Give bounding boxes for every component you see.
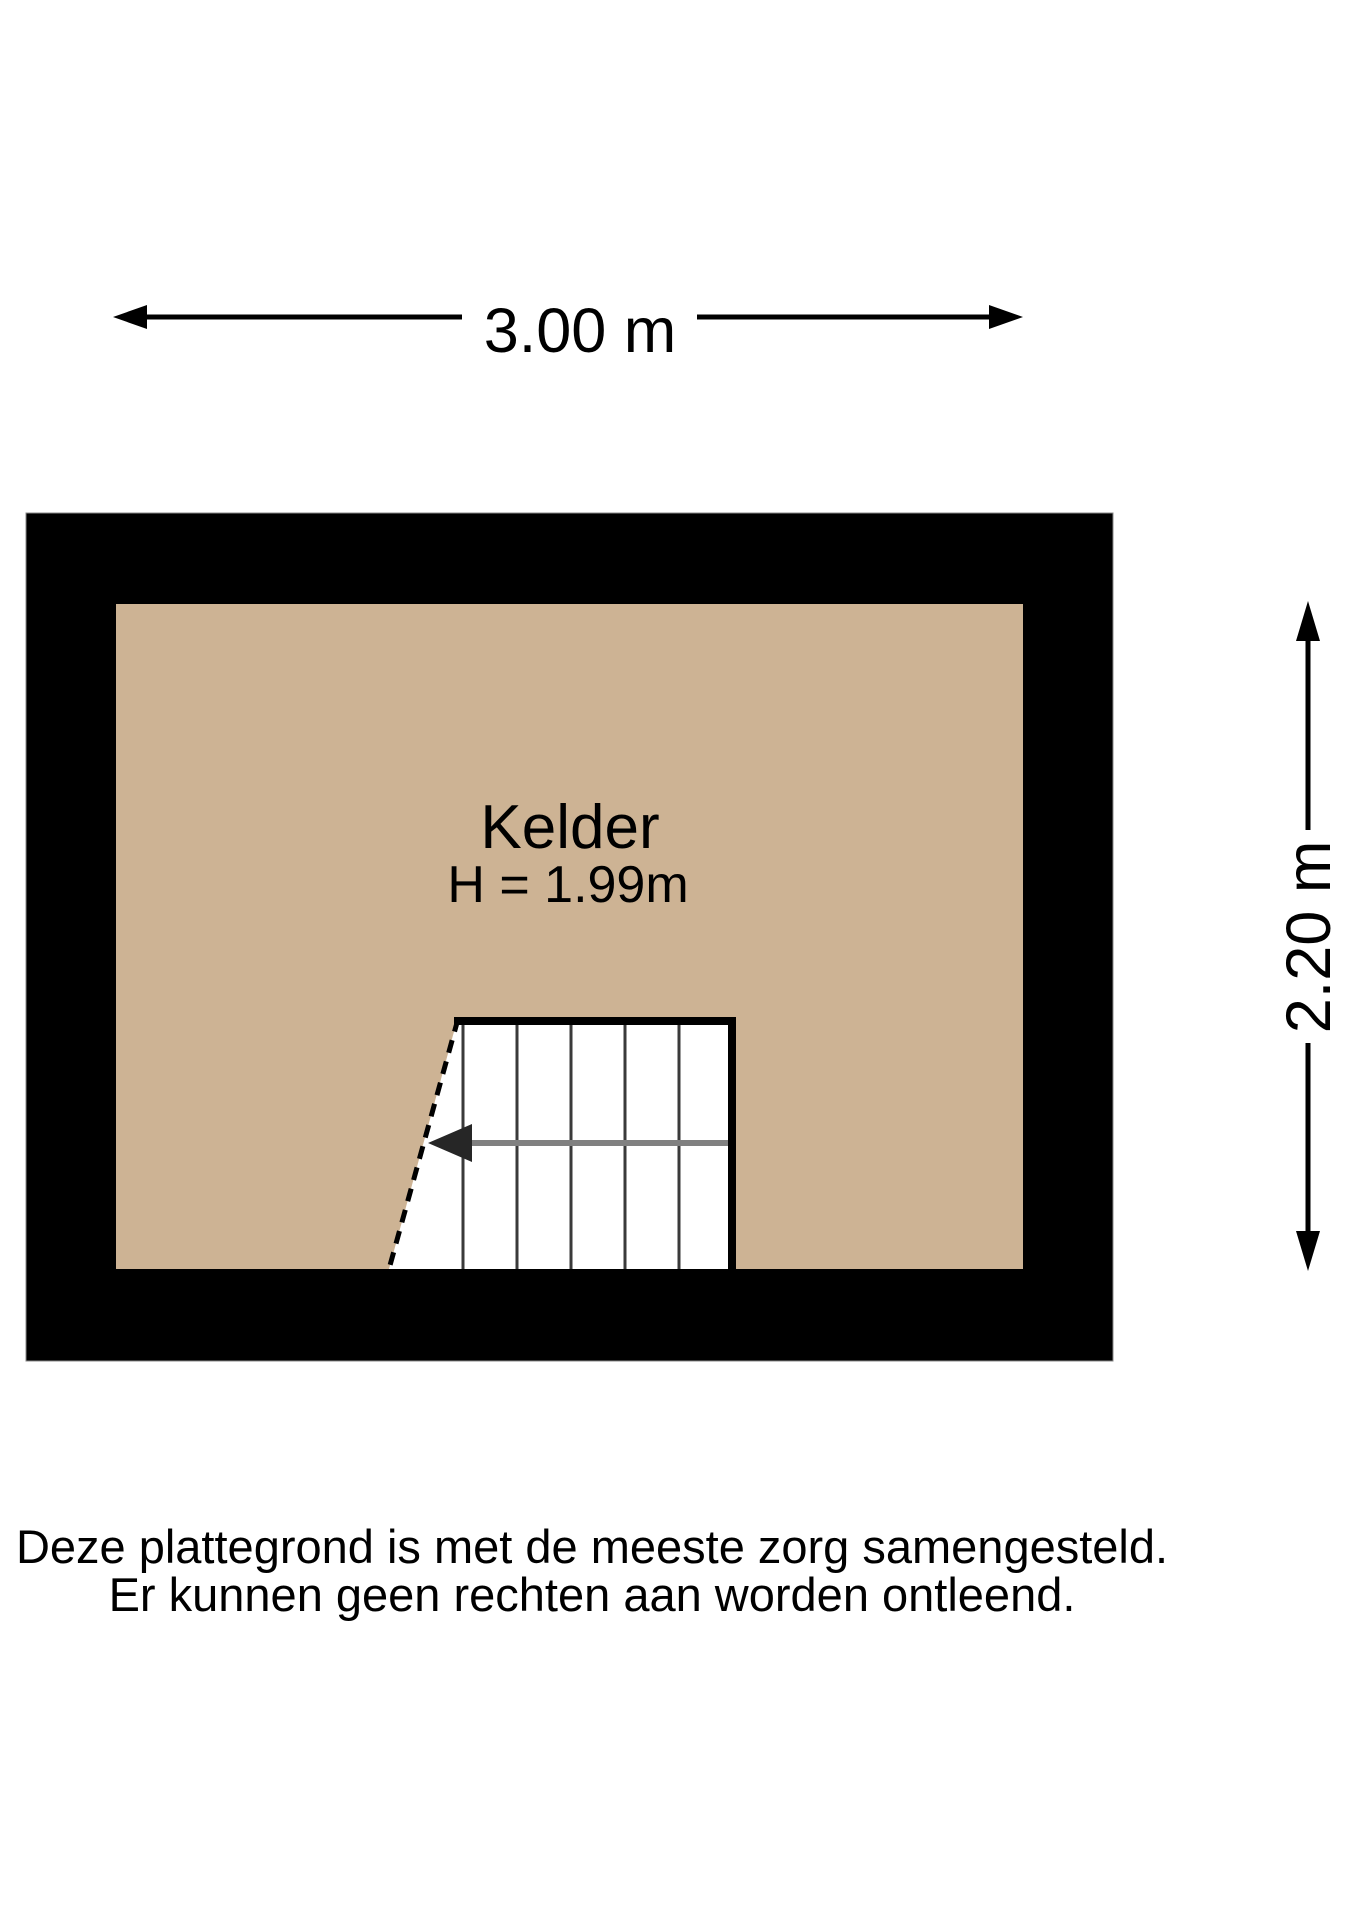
- width-dimension-label: 3.00 m: [483, 296, 677, 366]
- disclaimer-line-1: Deze plattegrond is met de meeste zorg samengesteld.: [15, 1520, 1169, 1573]
- width-dimension: [113, 296, 1023, 366]
- arrow-up-icon: [1296, 601, 1320, 641]
- height-dimension-label: 2.20 m: [1274, 840, 1344, 1034]
- arrow-left-icon: [113, 305, 147, 329]
- room-name-label: Kelder: [480, 793, 660, 862]
- arrow-down-icon: [1296, 1231, 1320, 1271]
- disclaimer: [16, 1520, 1168, 1621]
- arrow-right-icon: [989, 305, 1023, 329]
- basement-plan: [26, 513, 1113, 1361]
- disclaimer-line-2: Er kunnen geen rechten aan worden ontleend.: [108, 1568, 1076, 1621]
- room-height-label: H = 1.99m: [447, 856, 689, 914]
- height-dimension: [1274, 601, 1344, 1271]
